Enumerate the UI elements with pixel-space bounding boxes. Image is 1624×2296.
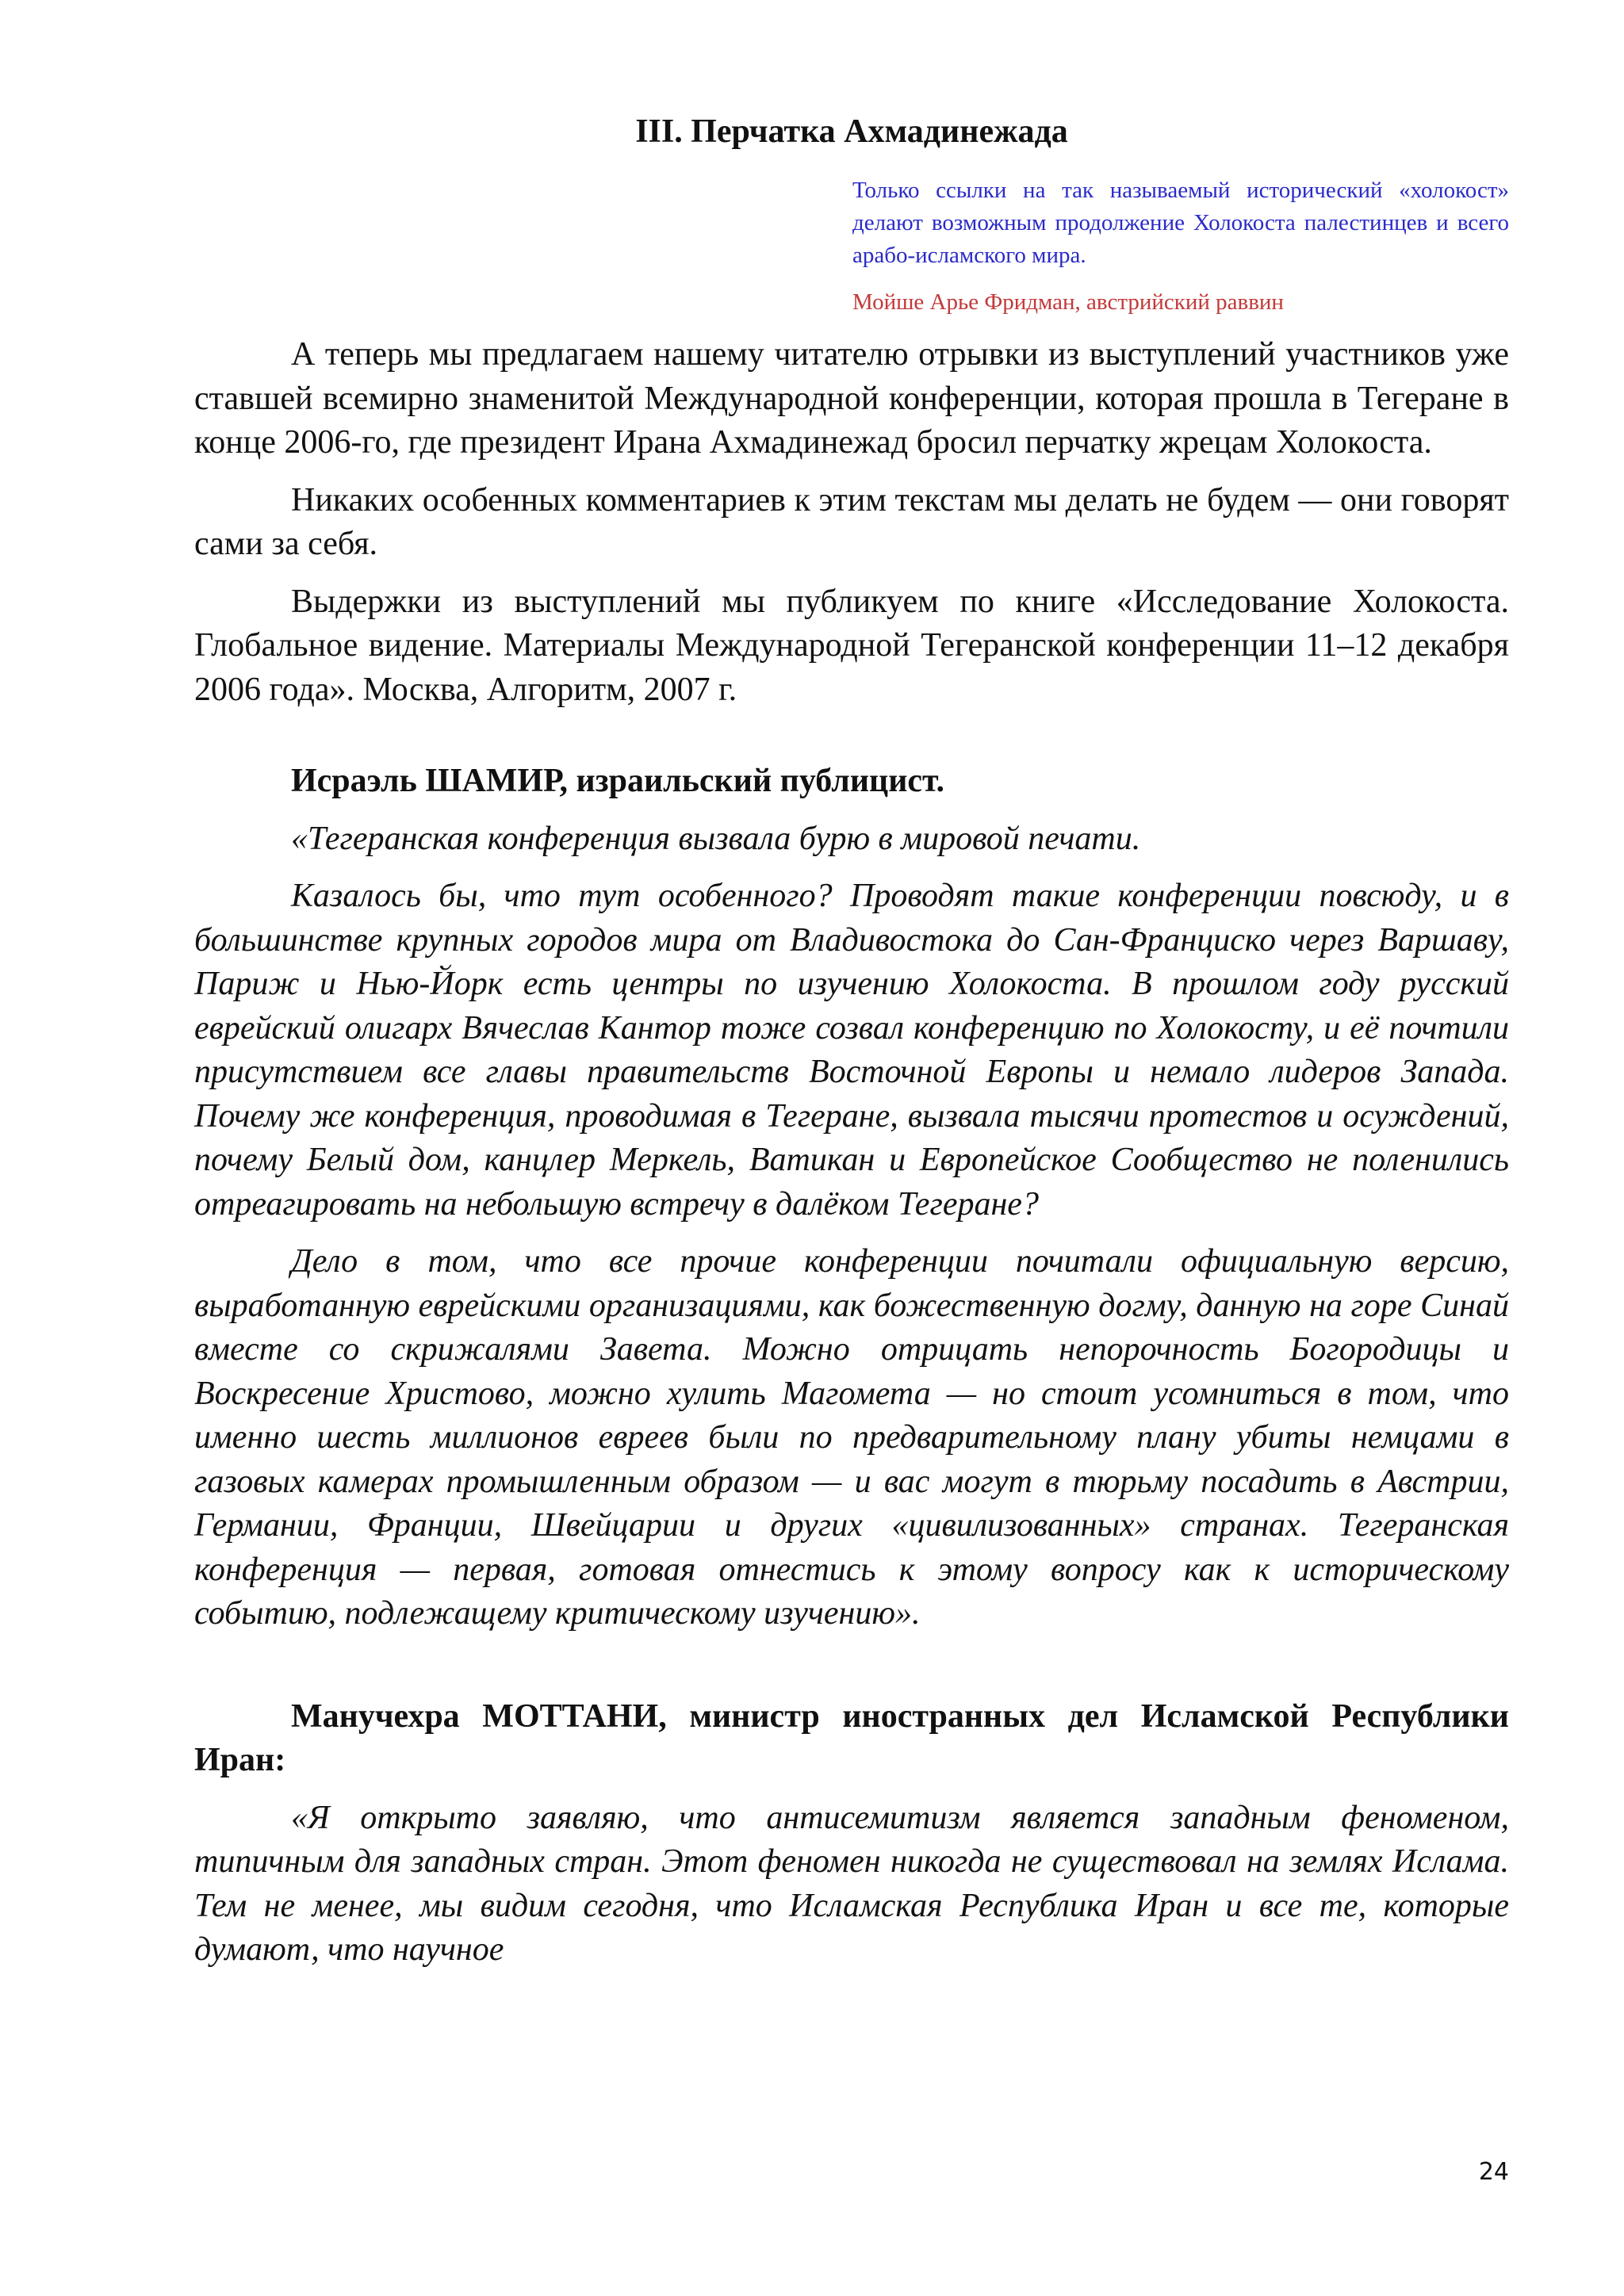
epigraph <box>852 174 1509 319</box>
document-page <box>194 0 1509 2296</box>
intro-section <box>194 333 1509 712</box>
intro-paragraph: А теперь мы предлагаем нашему читателю отрывки из выступлений участников уже ставшей всемирно знаменитой Международной конференции, которая прошла в Тегеране в конце 2006-го, где президент Ирана Ахмадинежад бросил перчатку жрецам Холокоста. <box>194 336 1509 461</box>
speaker-name: Исраэль ШАМИР, израильский публицист. <box>291 763 945 799</box>
intro-paragraph: Выдержки из выступлений мы публикуем по книге «Исследование Холокоста. Глобальное видение. Материалы Международной Тегеранской конференции 11–12 декабря 2006 года». Москва, Алгоритм, 2007 г. <box>194 583 1509 708</box>
body-text <box>194 333 1509 1973</box>
speaker-quote-paragraph: Дело в том, что все прочие конференции почитали официальную версию, выработанную еврейскими организациями, как божественную догму, данную на горе Синай вместе со скрижалями Завета. Можно отрицать непорочность Богородицы и Воскресение Христово, можно хулить Магомета — но стоит усомниться в том, что именно шесть миллионов евреев были по предварительному плану убиты немцами в газовых камерах промышленным образом — и вас могут в тюрьму посадить в Австрии, Германии, Франции, Швейцарии и других «цивилизованных» странах. Тегеранская конференция — первая, готовая отнестись к этому вопросу как к историческому событию, подлежащему критическому изучению». <box>194 1243 1509 1632</box>
speaker-block-shamir <box>194 760 1509 1636</box>
epigraph-author: Мойше Арье Фридман, австрийский раввин <box>852 289 1284 315</box>
speaker-quote-paragraph: «Тегеранская конференция вызвала бурю в мировой печати. <box>291 820 1141 857</box>
chapter-title: III. Перчатка Ахмадинежада <box>635 113 1068 150</box>
speaker-quote-paragraph: Казалось бы, что тут особенного? Проводят такие конференции повсюду, и в большинстве крупных городов мира от Владивостока до Сан-Франциско через Варшаву, Париж и Нью-Йорк есть центры по изучению Холокоста. В прошлом году русский еврейский олигарх Вячеслав Кантор тоже созвал конференцию по Холокосту, и её почтили присутствием все главы правительств Восточной Европы и немало лидеров Запада. Почему же конференция, проводимая в Тегеране, вызвала тысячи протестов и осуждений, почему Белый дом, канцлер Меркель, Ватикан и Европейское Сообщество не поленились отреагировать на небольшую встречу в далёком Тегеране? <box>194 878 1509 1223</box>
intro-paragraph: Никаких особенных комментариев к этим текстам мы делать не будем — они говорят сами за себя. <box>194 481 1509 562</box>
speaker-name: Манучехра МОТТАНИ, министр иностранных дел Исламской Республики Иран: <box>194 1697 1509 1778</box>
speaker-quote-paragraph: «Я открыто заявляю, что антисемитизм является западным феноменом, типичным для западных стран. Этот феномен никогда не существовал на землях Ислама. Тем не менее, мы видим сегодня, что Исламская Республика Иран и все те, которые думают, что научное <box>194 1799 1509 1968</box>
epigraph-quote: Только ссылки на так называемый исторический «холокост» делают возможным продолжение Холокоста палестинцев и всего арабо-исламского мира. <box>852 178 1509 268</box>
page-number: 24 <box>1478 2158 1509 2186</box>
speaker-block-mottaki <box>194 1695 1509 1973</box>
